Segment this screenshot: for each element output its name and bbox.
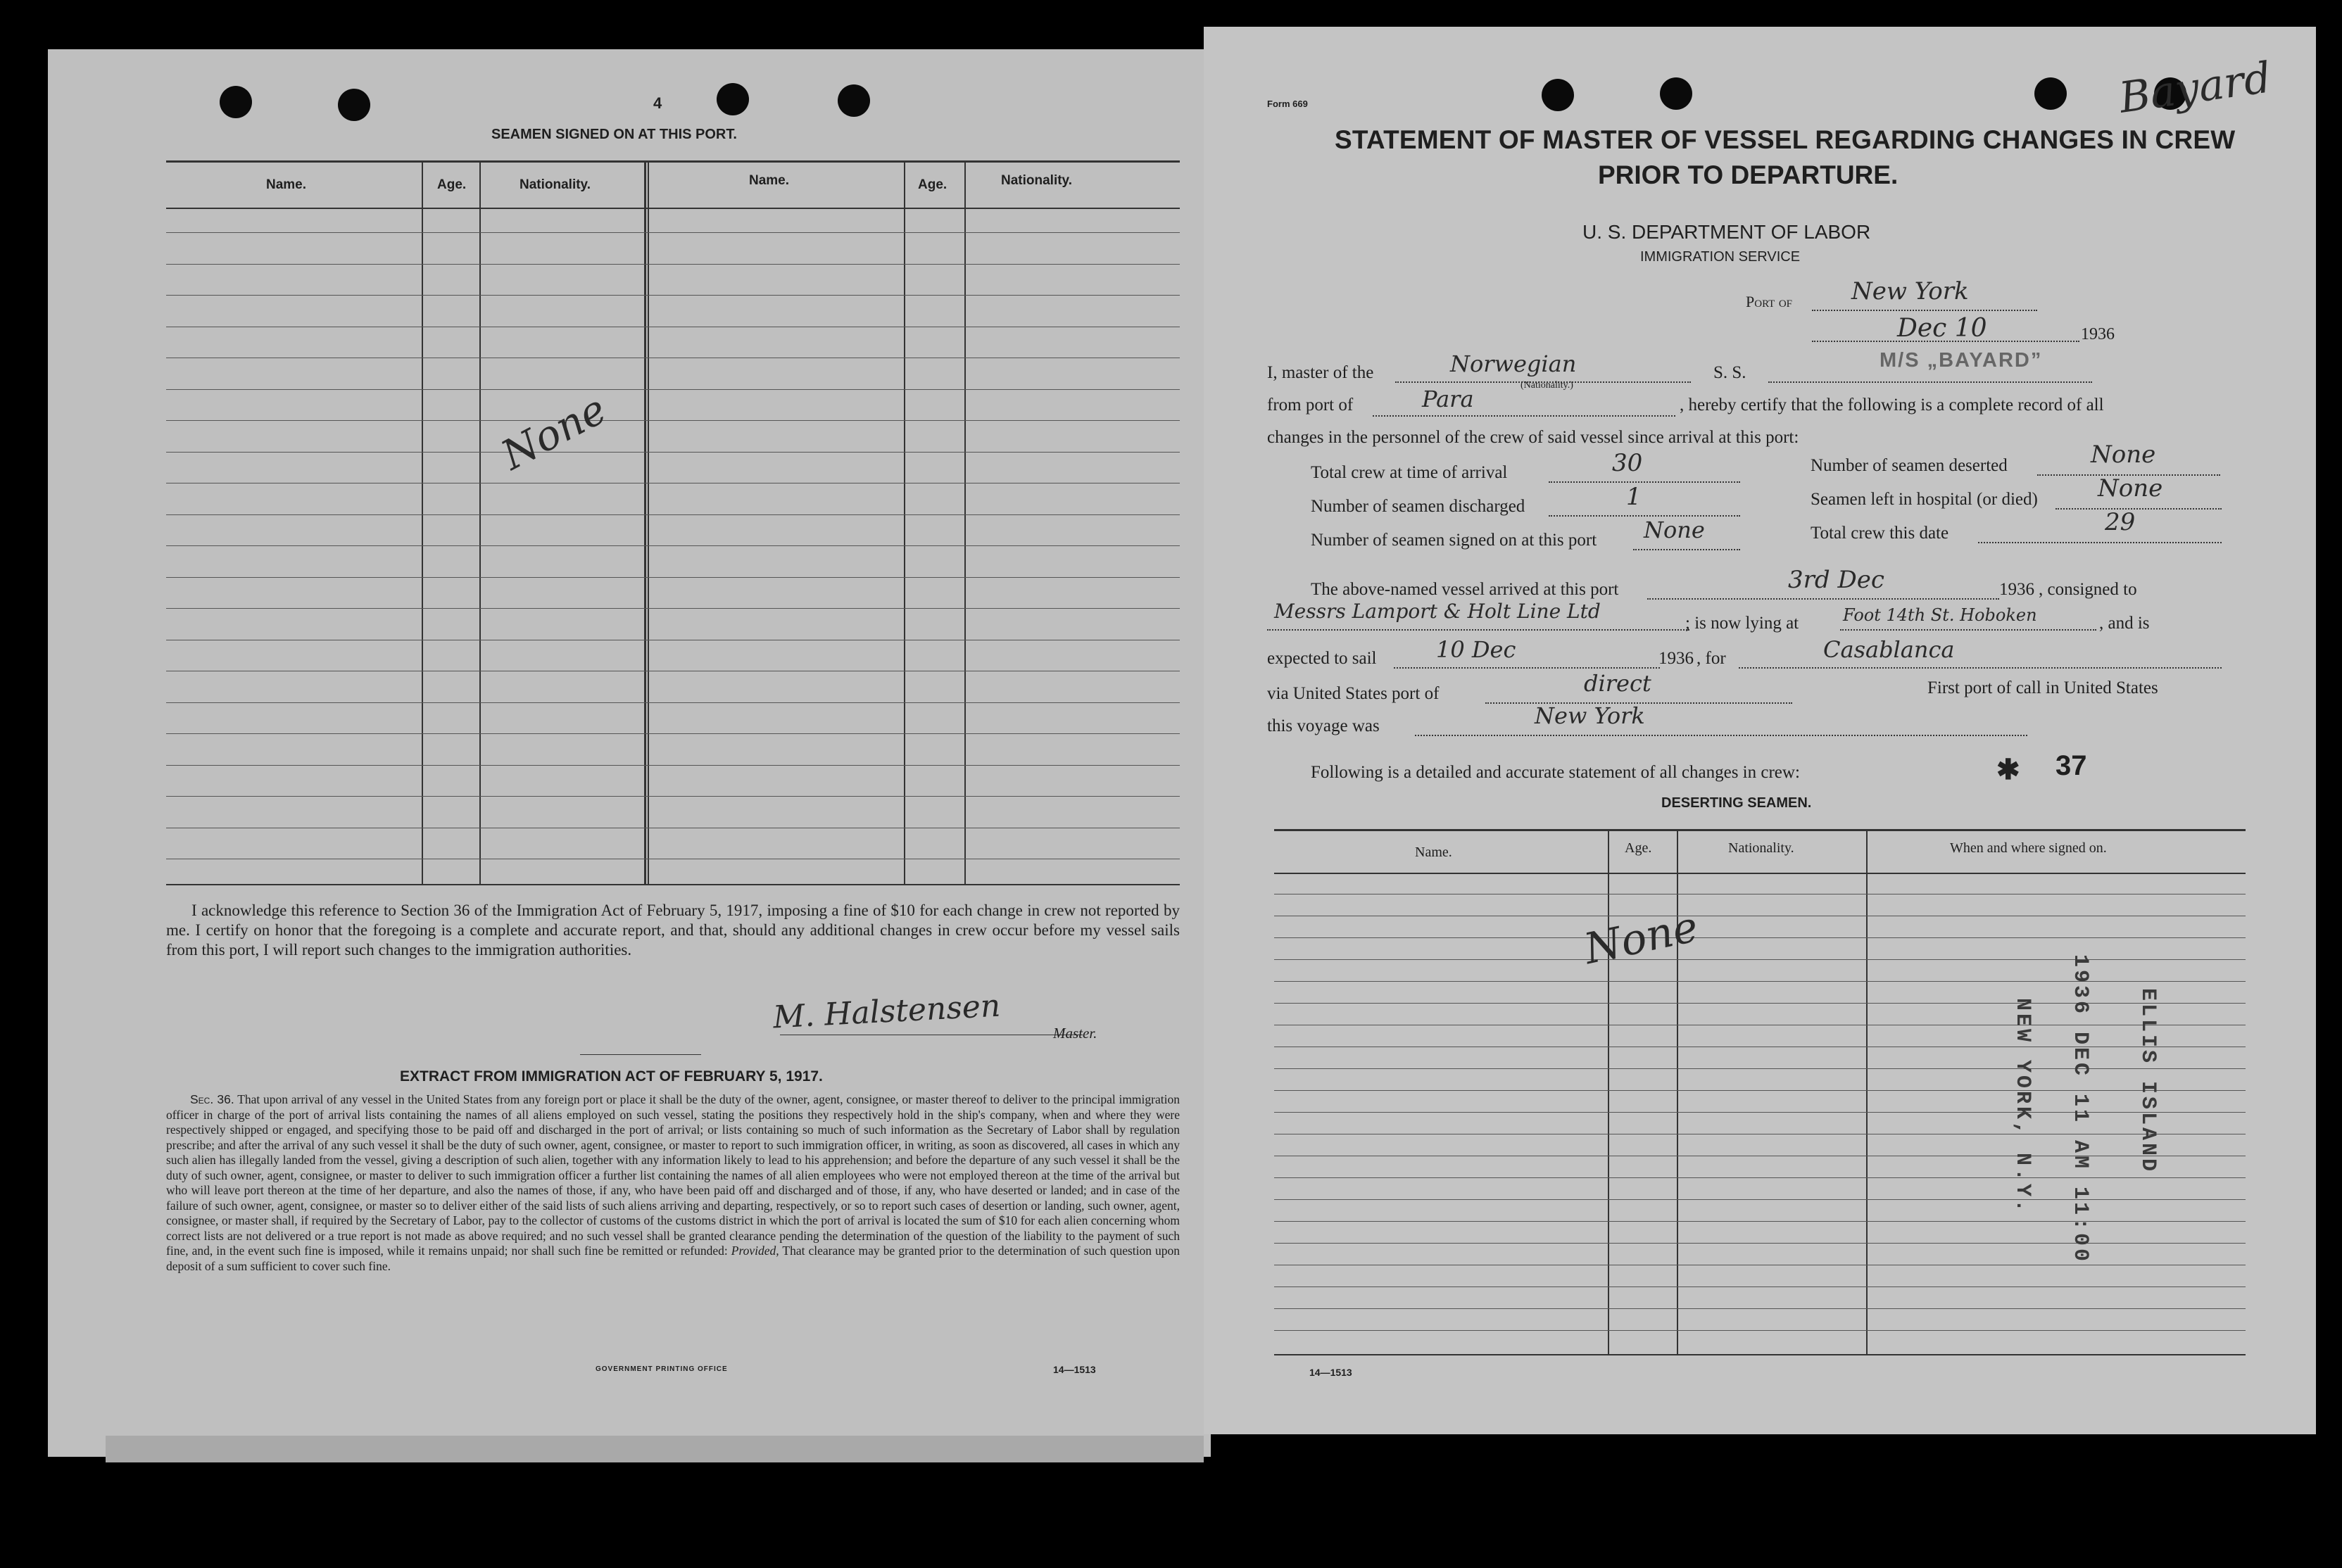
deserting-none: None [1580,902,1703,975]
col-divider [648,162,649,884]
table-row-line [1274,959,2246,960]
date-value: Dec 10 [1897,314,1987,343]
master-of-label: I, master of the [1267,363,1374,382]
arrived-line [1647,598,1999,600]
table-row-line [166,765,1180,766]
voyage-label: this voyage was [1267,716,1380,735]
table-row-line [1274,1330,2246,1331]
desert-table-header-rule [1274,873,2246,874]
from-port-line [1373,415,1675,417]
page-number: 4 [653,94,662,112]
left-form-code: 14—1513 [1053,1364,1096,1375]
desert-col-divider [1866,830,1868,1354]
form-title-line1: STATEMENT OF MASTER OF VESSEL REGARDING CHANGES IN CREW [1335,125,2236,154]
nationality-value: Norwegian [1450,350,1577,377]
underlying-page-edge [106,1436,1204,1462]
extract-provided: Provided, [731,1244,779,1258]
table-row-line [166,796,1180,797]
col-divider [479,162,481,884]
punch-hole [717,83,749,115]
left-page [48,49,1211,1457]
table-row-line [166,608,1180,609]
printer-credit: GOVERNMENT PRINTING OFFICE [596,1365,728,1373]
voyage-line [1415,735,2027,736]
table-row-line [1274,1003,2246,1004]
table-row-line [1274,1243,2246,1244]
col-header-name-2: Name. [749,173,790,188]
and-is-text: , and is [2099,614,2150,633]
signed-on-value: None [1644,517,1705,543]
lying-label: ; is now lying at [1685,614,1799,633]
expected-label: expected to sail [1267,649,1377,668]
extract-text: That upon arrival of any vessel in the United States from any foreign port or place it shall be the duty of the owner, agent, consignee, or master thereof to deliver to the principal immigration officer in charge of the port of arrival lists containing the names of all aliens employed on such vessel, stating the positions they respectively hold in the ship's company, when and where they were respectively shipped or engaged, and specifying those to be paid off and discharged in the port of arrival; or lists containing so much of such information as the Secretary of Labor shall by regulation prescribe; and after the arrival of any such vessel it shall be the duty of such owner, agent, consignee, or master to report to such immigration officer, in writing, as soon as discovered, all cases in which any such alien has illegally landed from the vessel, giving a description of such alien, together with any information likely to lead to his apprehension; and before the departure of any such vessel it shall be the duty of such owner, agent, consignee, or master to deliver to such immigration officer a further list containing the names of all alien employees who were not employed thereon at the time of the arrival but who will leave port thereon at the time of her departure, and also the names of those, if any, who have been paid off and discharged and of those, if any, who have deserted or landed; and in case of the failure of such owner, agent, consignee, or master so to deliver either of the said lists of such aliens arriving and departing, respectively, or so to report such cases of desertion or landing, such owner, agent, consignee, or master shall, if required by the Secretary of Labor, pay to the collector of customs of the customs district in which the port of arrival is located the sum of $10 for each alien concerning whom correct lists are not delivered or a true report is not made as above required; and no such vessel shall be granted clearance pending the determination of the question of the liability to the payment of such fine, and, in the event such fine is imposed, while it remains unpaid; nor shall such fine be remitted or refunded: [166,1092,1180,1258]
discharged-value: 1 [1626,483,1642,511]
col-header-age-2: Age. [918,177,947,192]
table-bottom-rule [166,884,1180,885]
col-header-nationality-2: Nationality. [1001,173,1072,188]
handwritten-none: None [493,385,615,479]
table-row-line [1274,1177,2246,1178]
stamp-ellis-island: ELLIS ISLAND [2136,988,2160,1175]
total-date-line [1978,542,2222,543]
lying-line [1840,629,2096,631]
punch-hole [838,84,870,117]
table-header-rule [166,208,1180,209]
left-title: SEAMEN SIGNED ON AT THIS PORT. [491,127,737,142]
desert-col-age: Age. [1625,840,1652,856]
table-row-line [166,452,1180,453]
col-divider [964,162,966,884]
from-port-value: Para [1422,386,1474,412]
acknowledgement-text: I acknowledge this reference to Section 36 of the Immigration Act of February 5, 1917, imposing a fine of $10 for each change in crew not reported by me. I certify on honor that the foregoing is a complete and accurate report, and that, should any additional changes in crew occur before my vessel sails from this port, I will report such changes to the immigration authorities. [166,902,1180,959]
desert-table-bottom [1274,1354,2246,1355]
stamp-new-york: NEW YORK, N.Y. [2010,998,2034,1215]
department: U. S. DEPARTMENT OF LABOR [1582,221,1871,243]
table-row-line [1274,1090,2246,1091]
consignee-value: Messrs Lamport & Holt Line Ltd [1274,600,1601,623]
form-title-line2: PRIOR TO DEPARTURE. [1598,160,1899,189]
port-of-value: New York [1851,277,1969,305]
ss-label: S. S. [1713,363,1746,382]
desert-col-name: Name. [1415,845,1452,860]
port-of-line [1812,310,2037,311]
table-row-line [166,514,1180,515]
number-stamp: 37 [2055,750,2087,781]
table-row-line [166,577,1180,578]
deserted-label: Number of seamen deserted [1811,456,2008,475]
stamp-date: 1936 DEC 11 AM 11:00 [2068,954,2092,1265]
expected-value: 10 Dec [1436,636,1516,663]
date-year: 1936 [2081,325,2115,343]
lying-value: Foot 14th St. Hoboken [1843,605,2037,625]
consigned-label: , consigned to [2039,580,2137,599]
desert-col-nationality: Nationality. [1728,840,1794,856]
col-header-name: Name. [266,177,307,192]
master-label: Master. [1053,1025,1097,1042]
table-row-line [166,733,1180,734]
table-row-line [166,420,1180,421]
discharged-label: Number of seamen discharged [1311,497,1525,516]
table-row-line [1274,1308,2246,1309]
total-date-value: 29 [2105,508,2136,536]
table-row-line [166,702,1180,703]
col-header-nationality: Nationality. [520,177,591,192]
nationality-label: (Nationality.) [1521,380,1573,391]
form-number: Form 669 [1267,99,1308,109]
short-rule [580,1054,701,1055]
col-divider [904,162,905,884]
total-arrival-line [1549,481,1740,483]
col-header-age: Age. [437,177,467,192]
via-value: direct [1584,670,1651,697]
punch-hole [338,89,370,121]
asterisk-mark: ✱ [1996,754,2020,785]
extract-section: Sec. 36. [190,1092,234,1106]
table-row-line [1274,1068,2246,1069]
desert-col-when-where: When and where signed on. [1950,840,2107,856]
signed-on-line [1633,549,1740,550]
vessel-name-stamp: M/S „BAYARD” [1880,349,2043,372]
total-date-label: Total crew this date [1811,524,1949,543]
punch-hole [1660,77,1692,110]
arrived-year: 1936 [1999,580,2034,599]
col-divider [422,162,423,884]
punch-hole [1542,79,1574,111]
for-label: , for [1696,649,1726,668]
expected-year: 1936 [1658,649,1694,668]
signed-on-label: Number of seamen signed on at this port [1311,531,1597,550]
table-row-line [1274,1199,2246,1200]
first-port-label: First port of call in United States [1927,678,2158,697]
vessel-line [1768,381,2092,383]
master-signature: M. Halstensen [772,987,1002,1036]
right-page [1204,27,2316,1434]
total-arrival-label: Total crew at time of arrival [1311,463,1508,482]
table-row-line [166,264,1180,265]
table-row-line [166,389,1180,390]
table-row-line [1274,1286,2246,1287]
table-row-line [1274,1112,2246,1113]
table-row-line [1274,981,2246,982]
port-of-label: Port of [1746,293,1793,310]
deserted-value: None [2091,441,2156,469]
changes-text: changes in the personnel of the crew of said vessel since arrival at this port: [1267,428,1799,447]
extract-end: That clearance may be granted prior to the determination of such question upon deposit of a sum sufficient to cover such fine. [166,1244,1181,1273]
via-label: via United States port of [1267,684,1440,703]
hospital-value: None [2098,474,2163,502]
table-row-line [1274,1221,2246,1222]
immigration-service: IMMIGRATION SERVICE [1640,249,1801,265]
following-text: Following is a detailed and accurate statement of all changes in crew: [1311,763,1800,782]
col-divider [644,162,646,884]
total-arrival-value: 30 [1612,449,1643,477]
table-row-line [166,232,1180,233]
desert-col-divider [1608,830,1609,1354]
certify-text: , hereby certify that the following is a complete record of all [1680,396,2104,415]
for-value: Casablanca [1823,636,1955,663]
punch-hole [220,86,252,118]
voyage-value: New York [1535,702,1645,729]
arrived-label: The above-named vessel arrived at this port [1311,580,1619,599]
extract-title: EXTRACT FROM IMMIGRATION ACT OF FEBRUARY 5, 1917. [400,1068,823,1085]
table-row-line [166,545,1180,546]
deserting-title: DESERTING SEAMEN. [1661,795,1812,811]
extract-body [166,1092,1180,1274]
right-form-code: 14—1513 [1309,1367,1352,1378]
arrived-value: 3rd Dec [1788,566,1884,594]
expected-line [1394,667,1660,669]
desert-table-top [1274,829,2246,831]
table-top-rule [166,160,1180,163]
from-port-label: from port of [1267,396,1354,415]
hospital-line [2055,508,2222,510]
for-line [1739,667,2222,669]
consignee-line [1267,629,1689,631]
table-row-line [166,295,1180,296]
punch-hole [2034,77,2067,110]
table-row-line [1274,937,2246,938]
hospital-label: Seamen left in hospital (or died) [1811,490,2038,509]
corner-handwritten-note: Bayard [2116,53,2274,123]
